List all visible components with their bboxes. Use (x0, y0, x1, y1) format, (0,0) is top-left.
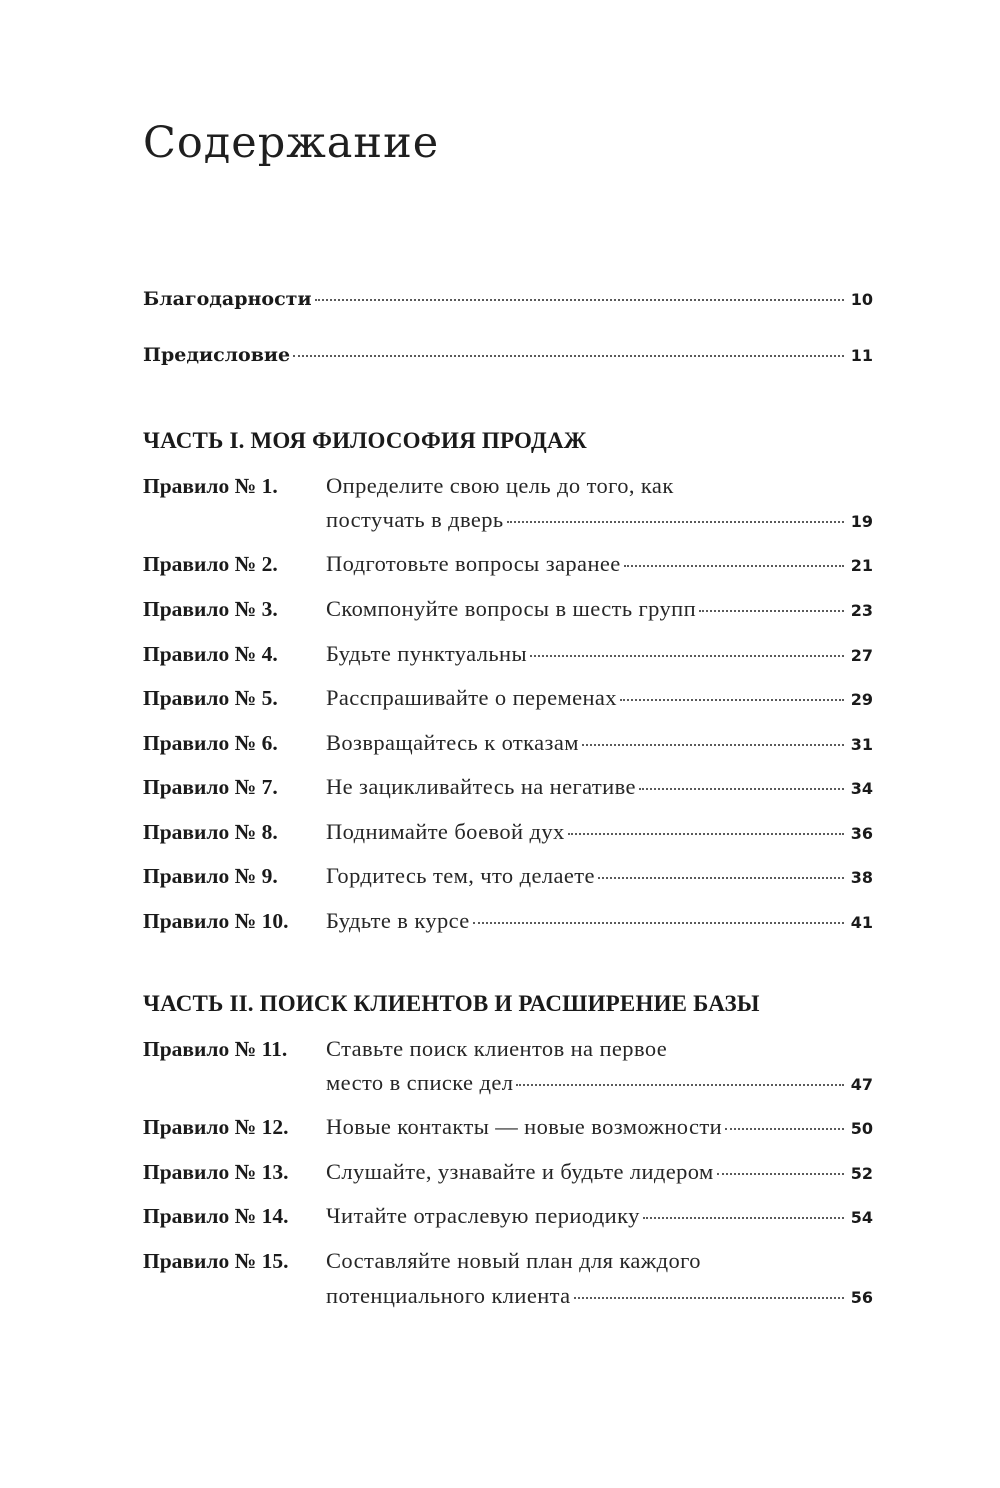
rule-text: Подготовьте вопросы заранее (326, 551, 621, 576)
rule-text: Определите свою цель до того, как (326, 473, 674, 498)
rule-label: Правило № 11. (143, 1037, 288, 1061)
page-number: 34 (850, 779, 873, 798)
rule-text: Новые контакты — новые возможности (326, 1114, 723, 1139)
toc-entry-rule-15-cont[interactable] (143, 1283, 873, 1313)
part-title[interactable]: ЧАСТЬ I. МОЯ ФИЛОСОФИЯ ПРОДАЖ (143, 428, 587, 453)
rule-text: постучать в дверь (326, 507, 504, 532)
dot-leader (516, 1084, 844, 1086)
dot-leader (473, 922, 844, 924)
dot-leader (568, 833, 844, 835)
toc-entry-rule-9[interactable] (143, 863, 873, 893)
dot-leader (507, 521, 844, 523)
dot-leader (293, 355, 844, 357)
rule-label: Правило № 8. (143, 820, 278, 844)
page-number: 31 (850, 735, 873, 754)
toc-entry-rule-1[interactable] (143, 473, 873, 503)
page-number: 10 (850, 290, 873, 309)
dot-leader (639, 788, 844, 790)
rule-label: Правило № 14. (143, 1204, 289, 1228)
dot-leader (717, 1173, 844, 1175)
dot-leader (315, 299, 844, 301)
toc-entry-rule-7[interactable] (143, 774, 873, 804)
rule-text: Не зацикливайтесь на негативе (326, 774, 636, 799)
toc-entry-rule-10[interactable] (143, 908, 873, 938)
rule-text: Ставьте поиск клиентов на первое (326, 1036, 668, 1061)
rule-label: Правило № 15. (143, 1249, 289, 1273)
rule-text: Гордитесь тем, что делаете (326, 863, 595, 888)
rule-label: Правило № 5. (143, 686, 278, 710)
page-number: 50 (850, 1119, 873, 1138)
toc-entry-rule-1-cont[interactable] (143, 507, 873, 537)
page-number: 36 (850, 824, 873, 843)
toc-entry-rule-13[interactable] (143, 1159, 873, 1189)
page-number: 21 (850, 556, 873, 575)
page-number: 11 (850, 346, 873, 365)
part-title[interactable]: ЧАСТЬ II. ПОИСК КЛИЕНТОВ И РАСШИРЕНИЕ БАЗЫ (143, 991, 760, 1016)
dot-leader (598, 877, 844, 879)
rule-label: Правило № 12. (143, 1115, 289, 1139)
dot-leader (699, 610, 844, 612)
toc-entry-rule-14[interactable] (143, 1203, 873, 1233)
rule-label: Правило № 2. (143, 552, 278, 576)
rule-text: Возвращайтесь к отказам (326, 730, 579, 755)
rule-text: Составляйте новый план для каждого (326, 1248, 701, 1273)
page-title: Содержание (143, 118, 440, 168)
dot-leader (582, 744, 844, 746)
toc-entry-rule-11-cont[interactable] (143, 1070, 873, 1100)
toc-entry-rule-8[interactable] (143, 819, 873, 849)
rule-text: потенциального клиента (326, 1283, 571, 1308)
rule-text: место в списке дел (326, 1070, 514, 1095)
rule-text: Будьте в курсе (326, 908, 470, 933)
page-number: 38 (850, 868, 873, 887)
rule-label: Правило № 6. (143, 731, 278, 755)
toc-entry-acknowledgements[interactable] (143, 288, 873, 318)
toc-entry-preface[interactable] (143, 344, 873, 374)
entry-label: Предисловие (143, 344, 291, 366)
rule-label: Правило № 3. (143, 597, 278, 621)
toc-entry-rule-15[interactable] (143, 1248, 873, 1278)
dot-leader (620, 699, 844, 701)
rule-text: Расспрашивайте о переменах (326, 685, 617, 710)
rule-label: Правило № 7. (143, 775, 278, 799)
toc-entry-rule-2[interactable] (143, 551, 873, 581)
rule-label: Правило № 13. (143, 1160, 289, 1184)
page-number: 27 (850, 646, 873, 665)
rule-text: Слушайте, узнавайте и будьте лидером (326, 1159, 714, 1184)
toc-entry-rule-3[interactable] (143, 596, 873, 626)
toc-entry-rule-11[interactable] (143, 1036, 873, 1066)
page-number: 47 (850, 1075, 873, 1094)
dot-leader (574, 1297, 844, 1299)
toc-entry-rule-5[interactable] (143, 685, 873, 715)
toc-entry-rule-4[interactable] (143, 641, 873, 671)
page-number: 23 (850, 601, 873, 620)
rule-label: Правило № 10. (143, 909, 289, 933)
page-number: 19 (850, 512, 873, 531)
entry-label: Благодарности (143, 288, 312, 310)
rule-label: Правило № 1. (143, 474, 278, 498)
dot-leader (725, 1128, 844, 1130)
toc-entry-rule-12[interactable] (143, 1114, 873, 1144)
rule-text: Скомпонуйте вопросы в шесть групп (326, 596, 697, 621)
rule-label: Правило № 9. (143, 864, 278, 888)
page-number: 54 (850, 1208, 873, 1227)
page-number: 52 (850, 1164, 873, 1183)
page-number: 29 (850, 690, 873, 709)
dot-leader (643, 1217, 844, 1219)
toc-entry-rule-6[interactable] (143, 730, 873, 760)
rule-label: Правило № 4. (143, 642, 278, 666)
dot-leader (624, 565, 844, 567)
page-number: 41 (850, 913, 873, 932)
dot-leader (530, 655, 844, 657)
rule-text: Будьте пунктуальны (326, 641, 527, 666)
rule-text: Поднимайте боевой дух (326, 819, 565, 844)
rule-text: Читайте отраслевую периодику (326, 1203, 640, 1228)
page-number: 56 (850, 1288, 873, 1307)
